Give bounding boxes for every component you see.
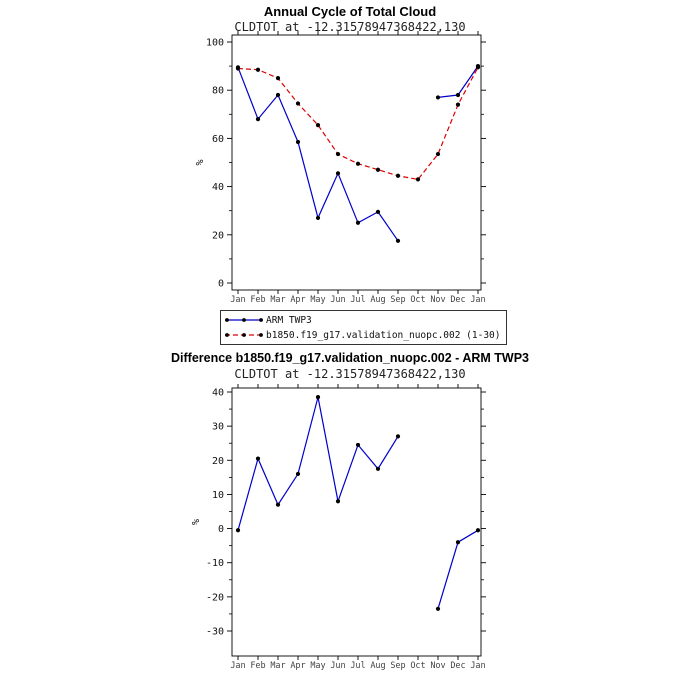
y-tick-label: 20 — [211, 230, 224, 242]
y-tick-label: 40 — [211, 182, 224, 194]
x-tick-label: Feb — [250, 661, 266, 671]
x-tick-label: Sep — [390, 295, 406, 305]
y-tick-label: 0 — [217, 524, 224, 536]
y-tick-label: 10 — [211, 489, 224, 501]
data-point-marker — [356, 221, 360, 225]
data-point-marker — [396, 174, 400, 178]
x-tick-label: Jan — [470, 661, 486, 671]
x-tick-label: Oct — [410, 295, 426, 305]
data-point-marker — [256, 68, 260, 72]
plot-frame — [232, 388, 481, 656]
data-point-marker — [316, 123, 320, 127]
x-tick-label: Jul — [350, 661, 366, 671]
y-axis-label: % — [191, 518, 202, 526]
series-line-1-1 — [238, 66, 478, 241]
legend-sample-marker — [225, 318, 229, 322]
x-tick-label: Apr — [290, 661, 306, 671]
chart1-plot-area — [195, 31, 486, 305]
y-tick-label: 80 — [211, 85, 224, 97]
x-tick-label: May — [310, 661, 326, 671]
data-point-marker — [296, 101, 300, 105]
data-point-marker — [316, 216, 320, 220]
data-point-marker — [376, 467, 380, 471]
y-tick-label: -10 — [205, 558, 224, 570]
x-tick-label: Jan — [230, 295, 246, 305]
legend-label-model: b1850.f19_g17.validation_nuopc.002 (1-30) — [266, 329, 501, 341]
data-point-marker — [456, 93, 460, 97]
x-tick-label: Apr — [290, 295, 306, 305]
data-point-marker — [356, 443, 360, 447]
data-point-marker — [256, 456, 260, 460]
legend-line-sample-red — [224, 330, 264, 340]
x-tick-label: Nov — [430, 661, 446, 671]
data-point-marker — [416, 177, 420, 181]
chart1-title: Annual Cycle of Total Cloud — [263, 4, 437, 19]
legend-sample-marker — [259, 333, 263, 337]
legend-box — [220, 310, 507, 345]
data-point-marker — [276, 76, 280, 80]
y-tick-label: -30 — [205, 626, 224, 638]
data-point-marker — [396, 434, 400, 438]
x-tick-label: Jan — [230, 661, 246, 671]
chart2-subtitle: CLDTOT at -12.31578947368422,130 — [234, 367, 466, 381]
data-point-marker — [236, 66, 240, 70]
data-point-marker — [476, 528, 480, 532]
legend-sample-marker — [259, 318, 263, 322]
y-tick-label: 60 — [211, 133, 224, 145]
x-tick-label: Feb — [250, 295, 266, 305]
legend-line-sample-blue — [224, 315, 264, 325]
legend-item-model — [224, 328, 503, 342]
y-tick-label: 100 — [205, 37, 224, 49]
data-point-marker — [436, 607, 440, 611]
x-tick-label: Mar — [270, 295, 286, 305]
x-tick-label: May — [310, 295, 326, 305]
chart2-plot-area — [191, 384, 486, 671]
data-point-marker — [436, 95, 440, 99]
legend-item-arm-twp3 — [224, 313, 503, 327]
legend-sample-marker — [242, 318, 246, 322]
series-line-2-1 — [238, 397, 478, 609]
chart1-subtitle: CLDTOT at -12.31578947368422,130 — [234, 20, 466, 34]
y-tick-label: 40 — [211, 387, 224, 399]
data-point-marker — [456, 103, 460, 107]
x-tick-label: Aug — [370, 661, 386, 671]
data-point-marker — [236, 528, 240, 532]
y-tick-label: 20 — [211, 455, 224, 467]
data-point-marker — [336, 499, 340, 503]
y-tick-label: 0 — [217, 278, 224, 290]
x-tick-label: Jun — [330, 295, 346, 305]
y-axis-label: % — [195, 159, 206, 166]
x-tick-label: Mar — [270, 661, 286, 671]
x-tick-label: Dec — [450, 295, 466, 305]
data-point-marker — [356, 162, 360, 166]
y-tick-label: -20 — [205, 592, 224, 604]
data-point-marker — [316, 395, 320, 399]
data-point-marker — [336, 152, 340, 156]
x-tick-label: Aug — [370, 295, 386, 305]
x-tick-label: Dec — [450, 661, 466, 671]
data-point-marker — [296, 472, 300, 476]
data-point-marker — [336, 171, 340, 175]
data-point-marker — [256, 117, 260, 121]
data-point-marker — [396, 239, 400, 243]
data-point-marker — [276, 503, 280, 507]
x-tick-label: Sep — [390, 661, 406, 671]
x-tick-label: Jan — [470, 295, 486, 305]
legend-sample-marker — [242, 333, 246, 337]
data-point-marker — [296, 140, 300, 144]
data-point-marker — [376, 210, 380, 214]
legend-label-arm-twp3: ARM TWP3 — [266, 314, 312, 326]
x-tick-label: Jul — [350, 295, 366, 305]
y-tick-label: 30 — [211, 421, 224, 433]
x-tick-label: Nov — [430, 295, 446, 305]
data-point-marker — [376, 168, 380, 172]
data-point-marker — [276, 93, 280, 97]
data-point-marker — [436, 152, 440, 156]
x-tick-label: Jun — [330, 661, 346, 671]
x-tick-label: Oct — [410, 661, 426, 671]
data-point-marker — [456, 540, 460, 544]
legend-sample-marker — [225, 333, 229, 337]
chart2-title: Difference b1850.f19_g17.validation_nuopc.002 - ARM TWP3 — [171, 351, 529, 365]
data-point-marker — [476, 65, 480, 69]
